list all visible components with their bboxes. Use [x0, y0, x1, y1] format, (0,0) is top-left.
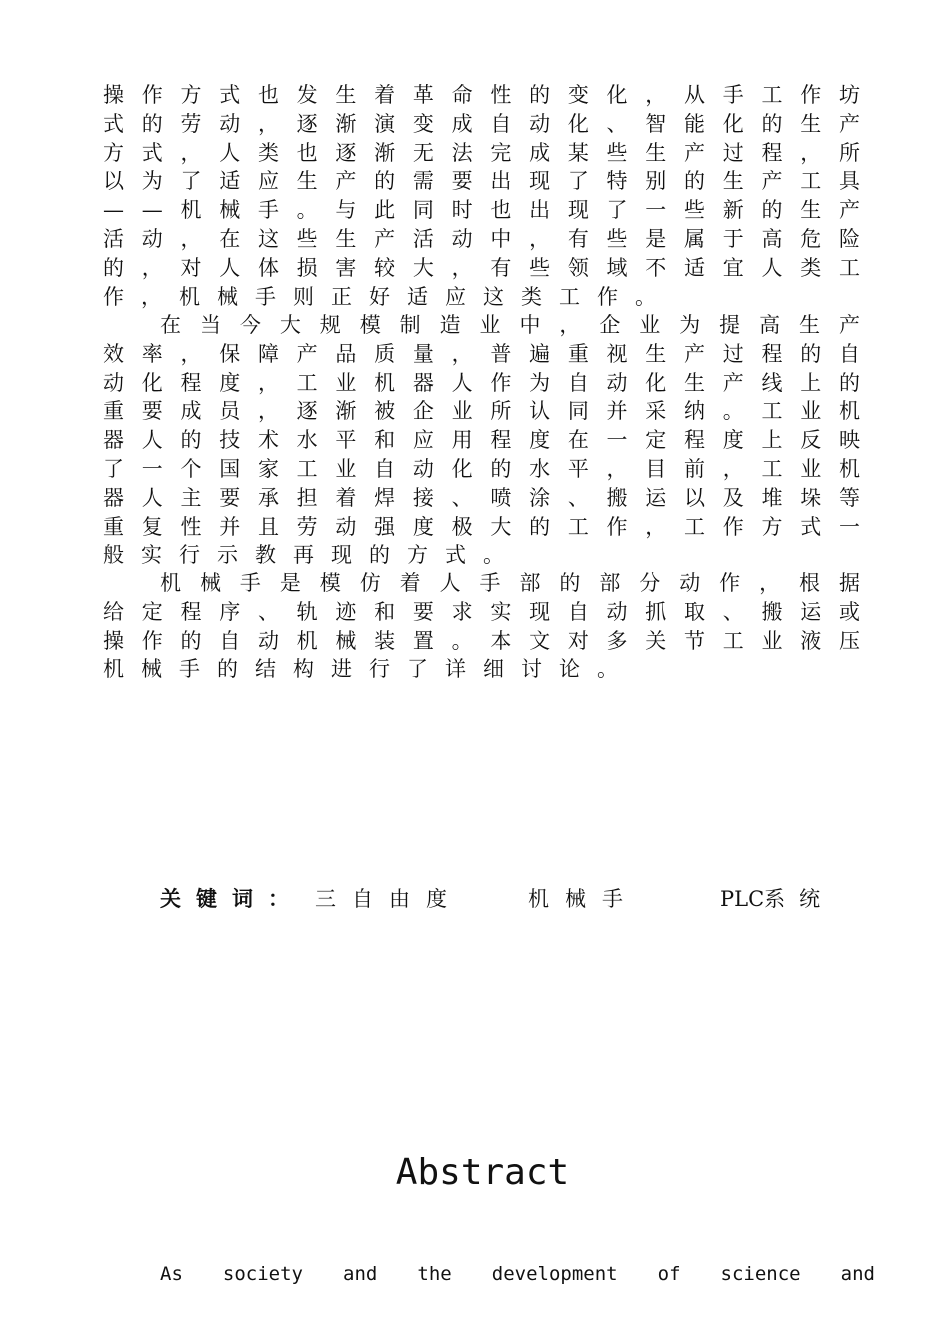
paragraph-3: [103, 569, 860, 684]
keyword-item: 三自由度: [315, 887, 463, 911]
abstract-heading: Abstract: [395, 1152, 570, 1193]
text-line: 效 率 ， 保 障 产 品 质 量 ， 普 遍 重 视 生 产 过 程 的 自: [103, 341, 860, 366]
text-line: 机 械 手 的 结 构 进 行 了 详 细 讨 论 。: [103, 657, 618, 682]
keyword-item: 机械手: [528, 887, 639, 911]
text-line: 重 复 性 并 且 劳 动 强 度 极 大 的 工 作 ， 工 作 方 式 一: [103, 514, 860, 539]
word: science: [720, 1263, 801, 1285]
paragraph-2: [103, 311, 860, 570]
text-line: 给 定 程 序 、 轨 迹 和 要 求 实 现 自 动 抓 取 、 搬 运 或: [103, 599, 860, 624]
text-line: — — 机 械 手 。 与 此 同 时 也 出 现 了 一 些 新 的 生 产: [103, 198, 860, 223]
text-line: 操 作 方 式 也 发 生 着 革 命 性 的 变 化 ， 从 手 工 作 坊: [103, 83, 860, 107]
word: and: [840, 1263, 875, 1285]
text-line: 作 ， 机 械 手 则 正 好 适 应 这 类 工 作 。: [103, 284, 656, 309]
text-line: 在 当 今 大 规 模 制 造 业 中 ， 企 业 为 提 高 生 产: [160, 313, 860, 337]
word: society: [222, 1263, 303, 1285]
paragraph-1: [103, 81, 860, 311]
text-line: 操 作 的 自 动 机 械 装 置 。 本 文 对 多 关 节 工 业 液 压: [103, 628, 860, 653]
text-line: 器 人 的 技 术 水 平 和 应 用 程 度 在 一 定 程 度 上 反 映: [103, 428, 860, 453]
text-line: 般 实 行 示 教 再 现 的 方 式 。: [103, 543, 504, 568]
text-line: 式 的 劳 动 ， 逐 渐 演 变 成 自 动 化 、 智 能 化 的 生 产: [103, 111, 860, 136]
text-line: 方 式 ， 人 类 也 逐 渐 无 法 完 成 某 些 生 产 过 程 ， 所: [103, 140, 860, 165]
text-line: 活 动 ， 在 这 些 生 产 活 动 中 ， 有 些 是 属 于 高 危 险: [103, 226, 860, 251]
text-line: 的 ， 对 人 体 损 害 较 大 ， 有 些 领 域 不 适 宜 人 类 工: [103, 255, 860, 280]
text-line: 了 一 个 国 家 工 业 自 动 化 的 水 平 ， 目 前 ， 工 业 机: [103, 456, 860, 481]
word: the: [417, 1263, 452, 1285]
text-line: 器 人 主 要 承 担 着 焊 接 、 喷 涂 、 搬 运 以 及 堆 垛 等: [103, 485, 860, 510]
word: development: [491, 1263, 618, 1285]
word: and: [343, 1263, 378, 1285]
word: As: [160, 1263, 183, 1285]
keyword-item: PLC系统: [720, 887, 835, 911]
abstract-first-line: [160, 1260, 875, 1288]
word: of: [657, 1263, 681, 1285]
text-line: 以 为 了 适 应 生 产 的 需 要 出 现 了 特 别 的 生 产 工 具: [103, 169, 860, 194]
text-line: 机 械 手 是 模 仿 着 人 手 部 的 部 分 动 作 ， 根 据: [160, 571, 860, 595]
text-line: 动 化 程 度 ， 工 业 机 器 人 作 为 自 动 化 生 产 线 上 的: [103, 370, 860, 395]
keywords-label: 关键词：: [160, 886, 304, 911]
text-line: 重 要 成 员 ， 逐 渐 被 企 业 所 认 同 并 采 纳 。 工 业 机: [103, 399, 860, 424]
